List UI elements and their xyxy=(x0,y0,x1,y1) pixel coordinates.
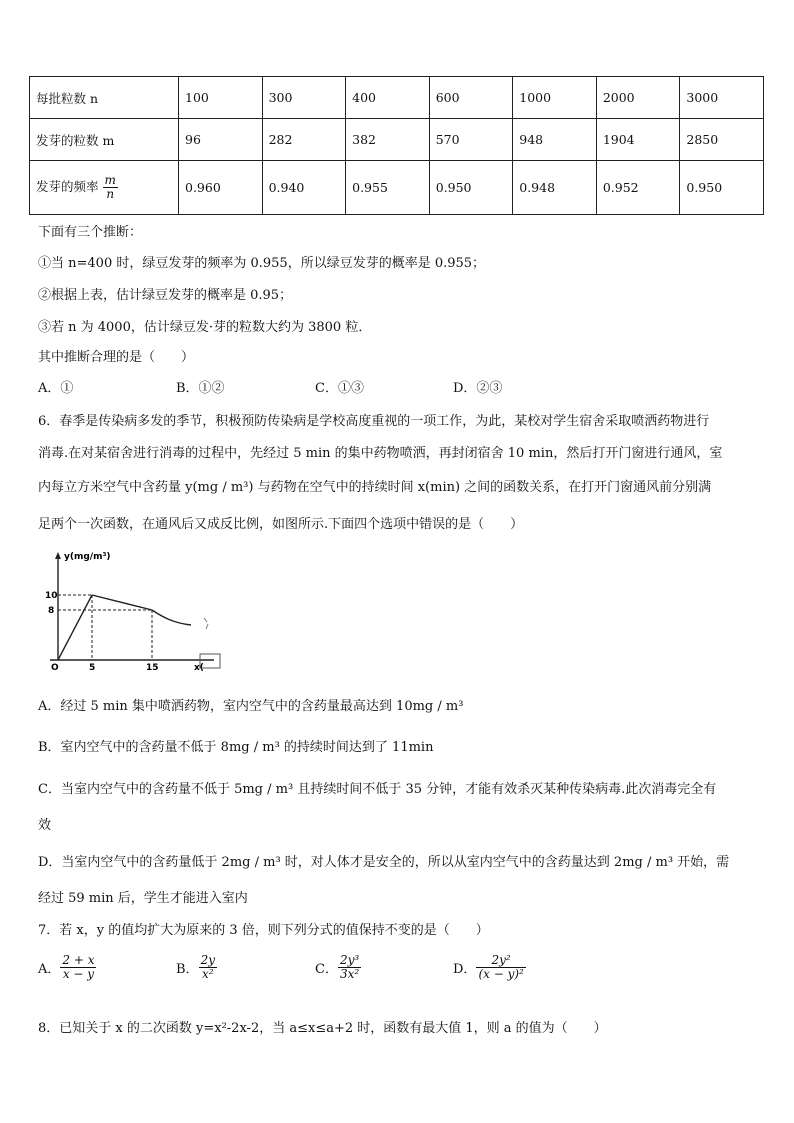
table-row xyxy=(30,77,764,119)
x-tick-5: 5 xyxy=(89,663,96,673)
q8-stem: 8．已知关于 x 的二次函数 y=x²-2x-2，当 a≤x≤a+2 时，函数有最大值 1，则 a 的值为（ ） xyxy=(38,1021,607,1036)
q6-option-c-line-1: C．当室内空气中的含药量不低于 5mg / m³ 且持续时间不低于 35 分钟，才能有效杀灭某种传染病毒.此次消毒完全有 xyxy=(38,782,717,797)
option-label: B． xyxy=(176,962,199,977)
fraction-m-over-n: $\frac{m}{n}$ xyxy=(104,173,116,201)
q6-option-b: B．室内空气中的含药量不低于 8mg / m³ 的持续时间达到了 11min xyxy=(38,740,434,755)
origin-label: O xyxy=(51,663,59,673)
table-row xyxy=(30,161,764,215)
inverse-curve xyxy=(152,610,191,625)
row-header xyxy=(30,161,179,215)
table-cell: 400 xyxy=(346,77,430,119)
row-header-label: 发芽的频率 xyxy=(36,179,99,194)
q6-option-a: A．经过 5 min 集中喷洒药物，室内空气中的含药量最高达到 10mg / m³ xyxy=(38,699,464,714)
row-header: 发芽的粒数 m xyxy=(30,119,179,161)
concentration-graph xyxy=(36,548,226,680)
table-cell: 96 xyxy=(179,119,263,161)
table-cell: 2850 xyxy=(680,119,764,161)
q6-stem-line-4: 足两个一次函数，在通风后又成反比例，如图所示.下面四个选项中错误的是（ ） xyxy=(38,517,524,532)
row-header: 每批粒数 n xyxy=(30,77,179,119)
q5-intro: 下面有三个推断： xyxy=(38,225,143,240)
q6-option-d-line-2: 经过 59 min 后，学生才能进入室内 xyxy=(38,891,248,906)
q7-stem: 7．若 x，y 的值均扩大为原来的 3 倍，则下列分式的值保持不变的是（ ） xyxy=(38,923,489,938)
q7-option-a xyxy=(38,954,96,981)
y-axis-label: y(mg/m³) xyxy=(64,552,111,562)
table-cell: 0.950 xyxy=(429,161,513,215)
option-label: D． xyxy=(453,962,477,977)
table-cell: 100 xyxy=(179,77,263,119)
y-tick-10: 10 xyxy=(45,591,58,601)
table-cell: 300 xyxy=(262,77,346,119)
q5-question: 其中推断合理的是（ ） xyxy=(38,350,195,365)
q5-option-b: B．①② xyxy=(176,381,225,396)
q5-statement-2: ②根据上表，估计绿豆发芽的概率是 0.95； xyxy=(38,288,293,303)
q6-stem-line-2: 消毒.在对某宿舍进行消毒的过程中，先经过 5 min 的集中药物喷洒，再封闭宿舍 10 min，然后打开门窗进行通风，室 xyxy=(38,446,723,461)
x-tick-15: 15 xyxy=(146,663,159,673)
y-tick-8: 8 xyxy=(48,606,55,616)
table-cell: 2000 xyxy=(596,77,680,119)
q6-stem-line-3: 内每立方米空气中含药量 y(mg / m³) 与药物在空气中的持续时间 x(min) 之间的函数关系，在打开门窗通风前分别满 xyxy=(38,480,712,495)
table-cell: 1904 xyxy=(596,119,680,161)
table-cell: 282 xyxy=(262,119,346,161)
q5-statement-1: ①当 n=400 时，绿豆发芽的频率为 0.955，所以绿豆发芽的概率是 0.955； xyxy=(38,256,486,271)
table-cell: 0.952 xyxy=(596,161,680,215)
fraction: $\frac{\text{2y³}}{\text{3x²}}$ xyxy=(339,953,360,981)
q7-option-b xyxy=(176,954,217,981)
option-label: C． xyxy=(315,962,338,977)
q7-option-d xyxy=(453,954,526,981)
table-cell: 600 xyxy=(429,77,513,119)
fraction: $\frac{2 + x}{x - y}$ xyxy=(62,953,95,981)
x-axis-label: x( xyxy=(194,663,204,673)
y-axis-arrow xyxy=(55,552,61,559)
q6-option-c-line-2: 效 xyxy=(38,818,52,833)
frequency-table xyxy=(29,76,764,215)
table-cell: 382 xyxy=(346,119,430,161)
fraction: $\frac{2y}{\text{x²}}$ xyxy=(200,953,215,981)
table-cell: 0.955 xyxy=(346,161,430,215)
falling-segment xyxy=(92,595,152,610)
q5-option-a: A．① xyxy=(38,381,74,396)
table-cell: 0.950 xyxy=(680,161,764,215)
fraction: $\frac{\text{2y²}}{\text{(x − y)²}}$ xyxy=(478,953,524,981)
table-cell: 0.940 xyxy=(262,161,346,215)
q6-option-d-line-1: D．当室内空气中的含药量低于 2mg / m³ 时，对人体才是安全的，所以从室内空气中的含药量达到 2mg / m³ 开始，需 xyxy=(38,855,730,870)
rising-segment xyxy=(58,595,92,660)
q5-option-c: C．①③ xyxy=(315,381,364,396)
table-cell: 0.948 xyxy=(513,161,597,215)
table-cell: 1000 xyxy=(513,77,597,119)
table-cell: 0.960 xyxy=(179,161,263,215)
q5-option-d: D．②③ xyxy=(453,381,503,396)
q6-stem-line-1: 6．春季是传染病多发的季节，积极预防传染病是学校高度重视的一项工作，为此，某校对学生宿舍采取喷洒药物进行 xyxy=(38,414,710,429)
q7-option-c xyxy=(315,954,361,981)
table-cell: 570 xyxy=(429,119,513,161)
q5-statement-3: ③若 n 为 4000，估计绿豆发·芽的粒数大约为 3800 粒． xyxy=(38,320,372,335)
table-cell: 948 xyxy=(513,119,597,161)
option-label: A． xyxy=(38,962,61,977)
scan-speck xyxy=(204,618,208,629)
table-cell: 3000 xyxy=(680,77,764,119)
table-row xyxy=(30,119,764,161)
